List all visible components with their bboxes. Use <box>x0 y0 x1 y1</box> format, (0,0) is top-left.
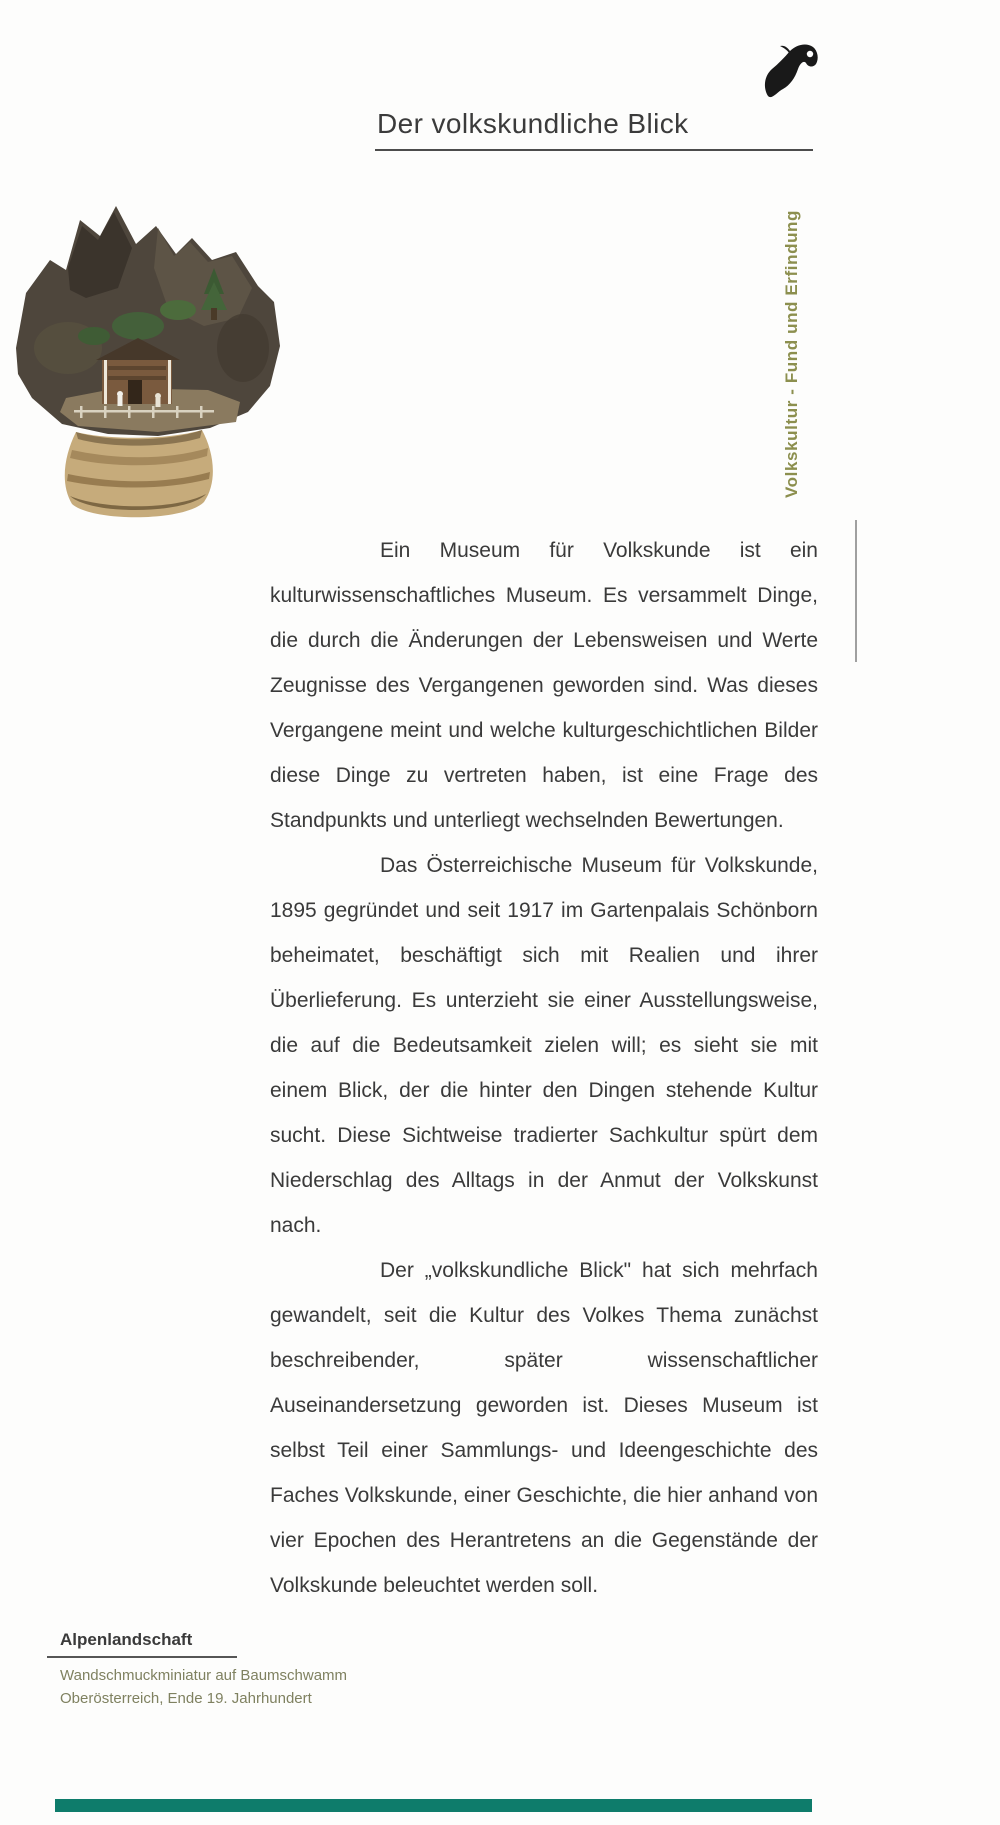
chapter-vertical-label: Volkskultur - Fund und Erfindung <box>782 209 801 498</box>
artwork-caption <box>47 1630 427 1709</box>
caption-underline <box>47 1656 237 1658</box>
caption-line: Wandschmuckminiatur auf Baumschwamm <box>60 1667 348 1684</box>
caption-line: Oberösterreich, Ende 19. Jahrhundert <box>60 1690 312 1707</box>
title-underline <box>375 149 813 151</box>
caption-title: Alpenlandschaft <box>60 1630 193 1649</box>
paragraph: Das Österreichische Museum für Volkskunde, 1895 gegründet und seit 1917 im Gartenpalais Schönborn beheimatet, beschäftigt sich mit Realien und ihrer Überlieferung. Es unterzieht sie einer Ausstellungsweise, die auf die Bedeutsamkeit zielen will; es sieht sie mit einem Blick, der die hinter den Dingen stehende Kultur sucht. Diese Sichtweise tradierter Sachkultur spürt dem Niederschlag des Alltags in der Anmut der Volkskunst nach. <box>270 854 818 1237</box>
paragraph: Der „volkskundliche Blick" hat sich mehrfach gewandelt, seit die Kultur des Volkes Thema zunächst beschreibender, später wissenschaftlicher Auseinandersetzung geworden ist. Dieses Museum ist selbst Teil einer Sammlungs- und Ideengeschichte des Faches Volkskunde, einer Geschichte, die hier anhand von vier Epochen des Herantretens an die Gegenstände der Volkskunde beleuchtet werden soll. <box>270 1259 818 1597</box>
page-title: Der volkskundliche Blick <box>377 108 689 139</box>
chamois-silhouette-icon <box>760 40 822 106</box>
paragraph: Ein Museum für Volkskunde ist ein kulturwissenschaftliches Museum. Es versammelt Dinge, die durch die Änderungen der Lebensweisen und Werte Zeugnisse des Vergangenen geworden sind. Was dieses Vergangene meint und welche kulturgeschichtlichen Bilder diese Dinge zu vertreten haben, ist eine Frage des Standpunkts und unterliegt wechselnden Bewertungen. <box>270 539 818 832</box>
alpine-miniature-artwork <box>8 198 292 522</box>
page-edge-line <box>855 520 857 662</box>
article-body <box>270 528 818 1608</box>
footer-accent-bar <box>55 1799 812 1812</box>
